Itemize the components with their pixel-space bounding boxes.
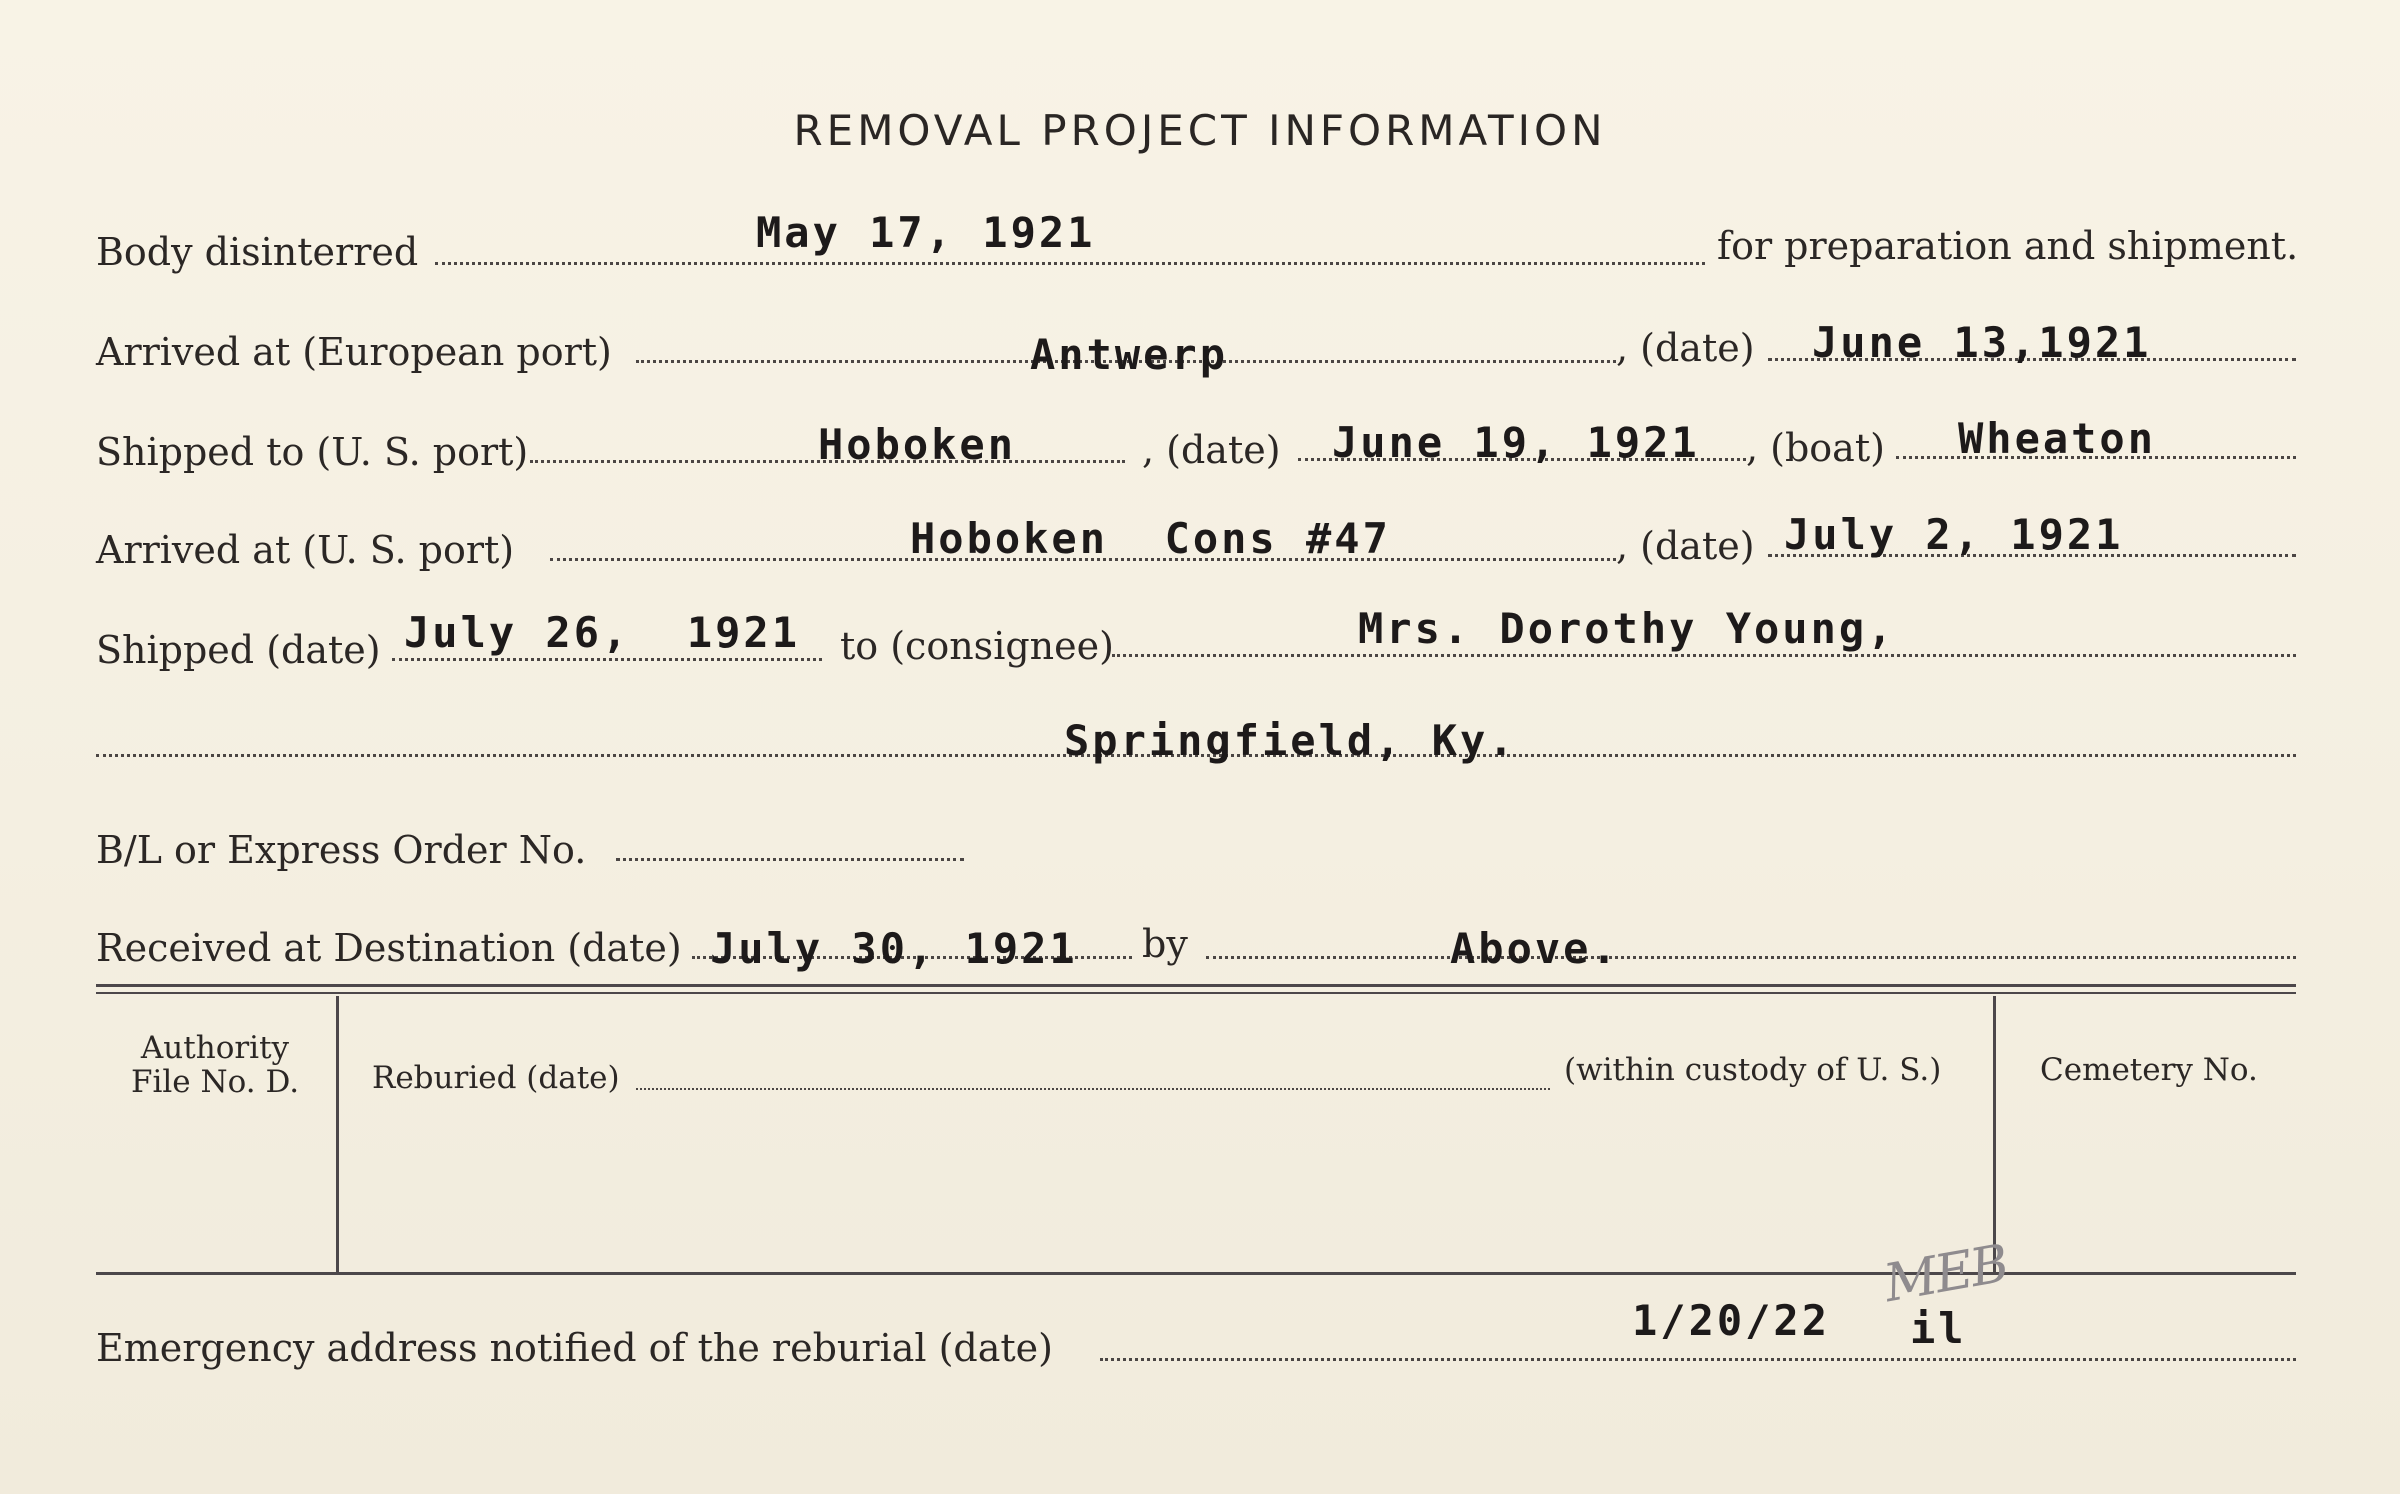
bl-order-label: B/L or Express Order No.	[96, 828, 587, 872]
consignee-line	[1112, 654, 2296, 657]
disinterred-suffix: for preparation and shipment.	[1717, 224, 2299, 268]
european-port-date-label: , (date)	[1616, 326, 1755, 370]
custody-label: (within custody of U. S.)	[1564, 1052, 1942, 1088]
box-divider-right	[1993, 996, 1996, 1274]
shipped-us-boat-label: , (boat)	[1746, 426, 1885, 470]
box-divider-left	[336, 996, 339, 1274]
shipped-us-boat-value: Wheaton	[1958, 414, 2157, 463]
shipped-us-date-value: June 19, 1921	[1332, 418, 1700, 467]
received-label: Received at Destination (date)	[96, 926, 682, 970]
handwritten-initials: MEB	[1879, 1233, 2012, 1315]
shipped-date-label: Shipped (date)	[96, 628, 381, 672]
authority-label-line2: File No. D.	[130, 1064, 300, 1100]
reburied-line	[636, 1088, 1550, 1090]
european-port-label: Arrived at (European port)	[96, 330, 612, 374]
received-by-value: Above.	[1450, 924, 1620, 973]
arrived-us-value: Hoboken Cons #47	[910, 514, 1391, 563]
arrived-us-label: Arrived at (U. S. port)	[96, 528, 515, 572]
shipped-us-date-label: , (date)	[1142, 428, 1281, 472]
arrived-us-date-label: , (date)	[1616, 524, 1755, 568]
box-top-rule-inner	[96, 992, 2296, 994]
authority-label-line1: Authority	[140, 1030, 290, 1066]
disinterred-value: May 17, 1921	[756, 208, 1096, 257]
consignee-value: Mrs. Dorothy Young,	[1358, 604, 1896, 653]
european-port-date-value: June 13,1921	[1812, 318, 2152, 367]
emergency-line	[1100, 1358, 2296, 1361]
shipped-date-line	[392, 658, 822, 661]
emergency-value: 1/20/22	[1632, 1296, 1831, 1345]
disinterred-line	[435, 262, 1705, 265]
box-top-rule	[96, 984, 2296, 987]
shipped-date-value: July 26, 1921	[404, 608, 801, 657]
european-port-value: Antwerp	[1030, 330, 1229, 379]
emergency-initials: il	[1910, 1304, 1967, 1353]
disinterred-label: Body disinterred	[96, 230, 419, 274]
cemetery-label: Cemetery No.	[2040, 1052, 2258, 1088]
reburied-label: Reburied (date)	[372, 1060, 620, 1096]
consignee-label: to (consignee)	[840, 624, 1114, 668]
consignee-address-value: Springfield, Ky.	[1064, 716, 1517, 765]
received-by-label: by	[1142, 922, 1188, 966]
emergency-label: Emergency address notified of the reburial (date)	[96, 1326, 1053, 1370]
card-title: REMOVAL PROJECT INFORMATION	[793, 106, 1607, 155]
received-date-value: July 30, 1921	[710, 924, 1078, 973]
received-by-line	[1206, 956, 2296, 959]
shipped-us-value: Hoboken	[818, 420, 1017, 469]
bl-order-line	[616, 858, 964, 861]
shipped-us-label: Shipped to (U. S. port)	[96, 430, 529, 474]
arrived-us-date-value: July 2, 1921	[1784, 510, 2124, 559]
